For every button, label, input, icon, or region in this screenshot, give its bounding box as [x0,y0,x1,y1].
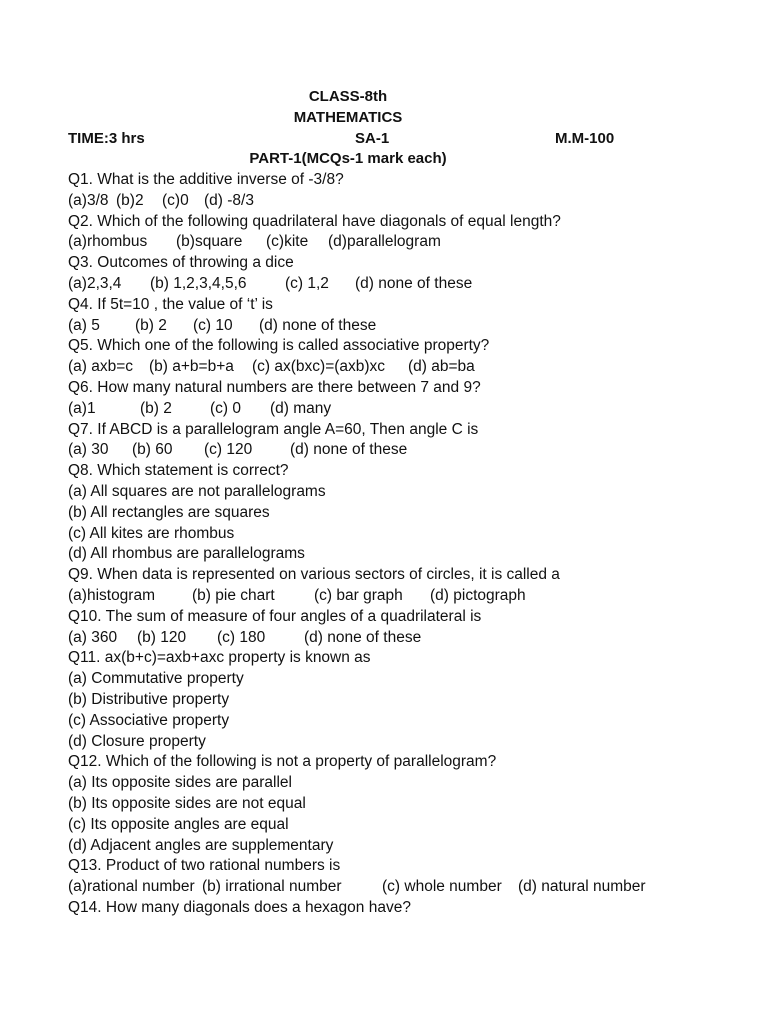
option: (a)2,3,4 [68,274,122,292]
option: (b) 120 [137,628,187,646]
option: (b) 1,2,3,4,5,6 [150,274,247,292]
option: (a)rational number [68,878,195,896]
option: (d) none of these [259,316,377,334]
options-row [68,586,748,607]
question-text: Q3. Outcomes of throwing a dice [68,254,294,272]
option: (a)3/8 [68,191,109,209]
question-text: Q13. Product of two rational numbers is [68,857,341,875]
option: (a) 360 [68,628,118,646]
option: (d) pictograph [430,586,526,604]
option: (d) many [270,399,332,417]
options-row [68,628,748,649]
option: (c) whole number [382,878,502,896]
options-row [68,440,748,461]
option: (c)kite [266,233,309,251]
option: (b) 2 [140,399,172,417]
option: (d) none of these [290,441,408,459]
options-row [68,232,748,253]
part-title: PART-1(MCQs-1 mark each) [249,150,447,168]
option: (c) 120 [204,441,253,459]
option: (b) Distributive property [68,690,230,708]
option: (c)0 [162,191,189,209]
option: (d) Closure property [68,732,206,750]
option: (d)parallelogram [328,233,441,251]
option: (d) natural number [518,878,646,896]
option: (a)1 [68,399,96,417]
option: (a) All squares are not parallelograms [68,482,326,500]
option: (c) 1,2 [285,274,329,292]
question-text: Q4. If 5t=10 , the value of ‘t’ is [68,295,273,313]
options-row [68,316,748,337]
question-text: Q6. How many natural numbers are there between 7 and 9? [68,378,481,396]
question-text: Q9. When data is represented on various sectors of circles, it is called a [68,566,560,584]
option: (a) 5 [68,316,100,334]
exam-meta-row [68,129,628,150]
option: (b) Its opposite sides are not equal [68,794,306,812]
options-row [68,191,748,212]
option: (b) 60 [132,441,173,459]
question-text: Q11. ax(b+c)=axb+axc property is known as [68,649,371,667]
option: (c) 0 [210,399,241,417]
option: (d) ab=ba [408,358,475,376]
question-text: Q14. How many diagonals does a hexagon have? [68,898,411,916]
option: (c) ax(bxc)=(axb)xc [252,358,386,376]
option: (a) Commutative property [68,670,244,688]
option: (b)2 [116,191,144,209]
option: (b) All rectangles are squares [68,503,270,521]
option: (c) Associative property [68,711,230,729]
exam-header [68,87,628,170]
option: (c) All kites are rhombus [68,524,235,542]
question-text: Q2. Which of the following quadrilateral have diagonals of equal length? [68,212,561,230]
option: (d) All rhombus are parallelograms [68,545,305,563]
option: (d) none of these [355,274,473,292]
option: (a)histogram [68,586,155,604]
option: (a) 30 [68,441,109,459]
options-row [68,877,748,898]
question-text: Q12. Which of the following is not a property of parallelogram? [68,753,497,771]
question-list [68,170,748,919]
option: (d) -8/3 [204,191,254,209]
option: (a)rhombus [68,233,148,251]
option: (a) axb=c [68,358,134,376]
question-text: Q10. The sum of measure of four angles of a quadrilateral is [68,607,482,625]
option: (c) 180 [217,628,266,646]
exam-label: SA-1 [355,129,390,147]
option: (d) none of these [304,628,422,646]
option: (a) Its opposite sides are parallel [68,774,293,792]
option: (d) Adjacent angles are supplementary [68,836,334,854]
option: (c) 10 [193,316,233,334]
options-row [68,357,748,378]
option: (b) pie chart [192,586,275,604]
question-text: Q5. Which one of the following is called associative property? [68,337,490,355]
options-row [68,274,748,295]
subject-title: MATHEMATICS [293,108,403,126]
option: (b) a+b=b+a [149,358,234,376]
option: (c) Its opposite angles are equal [68,815,289,833]
max-marks-label: M.M-100 [555,129,615,147]
question-text: Q7. If ABCD is a parallelogram angle A=60, Then angle C is [68,420,479,438]
time-label: TIME:3 hrs [68,129,145,147]
options-row [68,399,748,420]
class-title: CLASS-8th [308,88,388,105]
question-text: Q8. Which statement is correct? [68,462,289,480]
option: (b)square [176,233,243,251]
option: (b) irrational number [202,878,342,896]
option: (b) 2 [135,316,167,334]
option: (c) bar graph [314,586,403,604]
question-text: Q1. What is the additive inverse of -3/8? [68,171,344,188]
